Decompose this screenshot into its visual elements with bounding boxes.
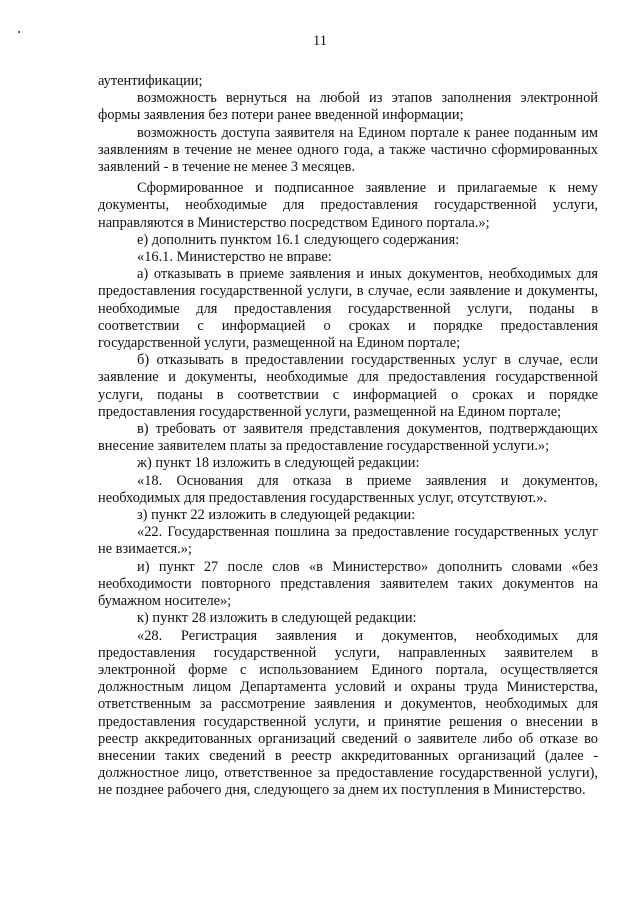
paragraph: «18. Основания для отказа в приеме заявления и документов, необходимых для предоставления государственных услуг, отсутствуют.». [98, 472, 598, 506]
paragraph: а) отказывать в приеме заявления и иных документов, необходимых для предоставления государственной услуги, в случае, если заявление и документы, необходимые для предоставления государственной услуги, поданы в соответствии с информацией о сроках и порядке предоставления государственной услуги, размещенной на Едином портале; [98, 266, 598, 352]
paragraph: ж) пункт 18 изложить в следующей редакции: [137, 455, 420, 472]
document-body [98, 73, 598, 800]
paragraph: к) пункт 28 изложить в следующей редакции: [137, 610, 417, 627]
page-number: 11 [313, 33, 327, 49]
paragraph: и) пункт 27 после слов «в Министерство» дополнить словами «без необходимости повторного представления заявителем таких документов на бумажном носителе»; [98, 558, 598, 610]
paragraph: з) пункт 22 изложить в следующей редакции: [137, 507, 416, 524]
paragraph: Сформированное и подписанное заявление и прилагаемые к нему документы, необходимые для предоставления государственной услуги, направляются в Министерство посредством Единого портала.»; [98, 180, 598, 231]
paragraph: е) дополнить пунктом 16.1 следующего содержания: [137, 231, 460, 248]
paragraph: возможность доступа заявителя на Едином портале к ранее поданным им заявлениям в течение не менее одного года, а также частично сформированных заявлений - в течение не менее 3 месяцев. [98, 124, 598, 176]
paragraph: аутентификации; [98, 73, 203, 89]
paragraph: б) отказывать в предоставлении государственных услуг в случае, если заявление и документы, необходимые для предоставления государственной услуги, поданы в соответствии с информацией о сроках и порядке предоставления государственной услуги, размещенной на Едином портале; [98, 352, 598, 420]
paragraph: «28. Регистрация заявления и документов, необходимых для предоставления государственной услуги, направленных заявителем в электронной форме с использованием Единого портала, осуществляется должностным лицом Департамента условий и охраны труда Министерства, ответственным за рассмотрение заявления и документов, необходимых для предоставления государственной услуги, и принятие решения о внесении в реестр аккредитованных организаций сведений о заявителе либо об отказе во внесении таких сведений в реестр аккредитованных организаций (далее - должностное лицо, ответственное за предоставление государственной услуги), не позднее рабочего дня, следующего за днем их поступления в Министерство. [98, 627, 598, 799]
paragraph: «16.1. Министерство не вправе: [137, 249, 332, 266]
paragraph: «22. Государственная пошлина за предоставление государственных услуг не взимается.»; [98, 524, 598, 558]
paragraph: возможность вернуться на любой из этапов заполнения электронной формы заявления без потери ранее введенной информации; [98, 90, 598, 124]
paragraph: в) требовать от заявителя представления документов, подтверждающих внесение заявителем платы за предоставление государственной услуги.»; [98, 421, 598, 455]
